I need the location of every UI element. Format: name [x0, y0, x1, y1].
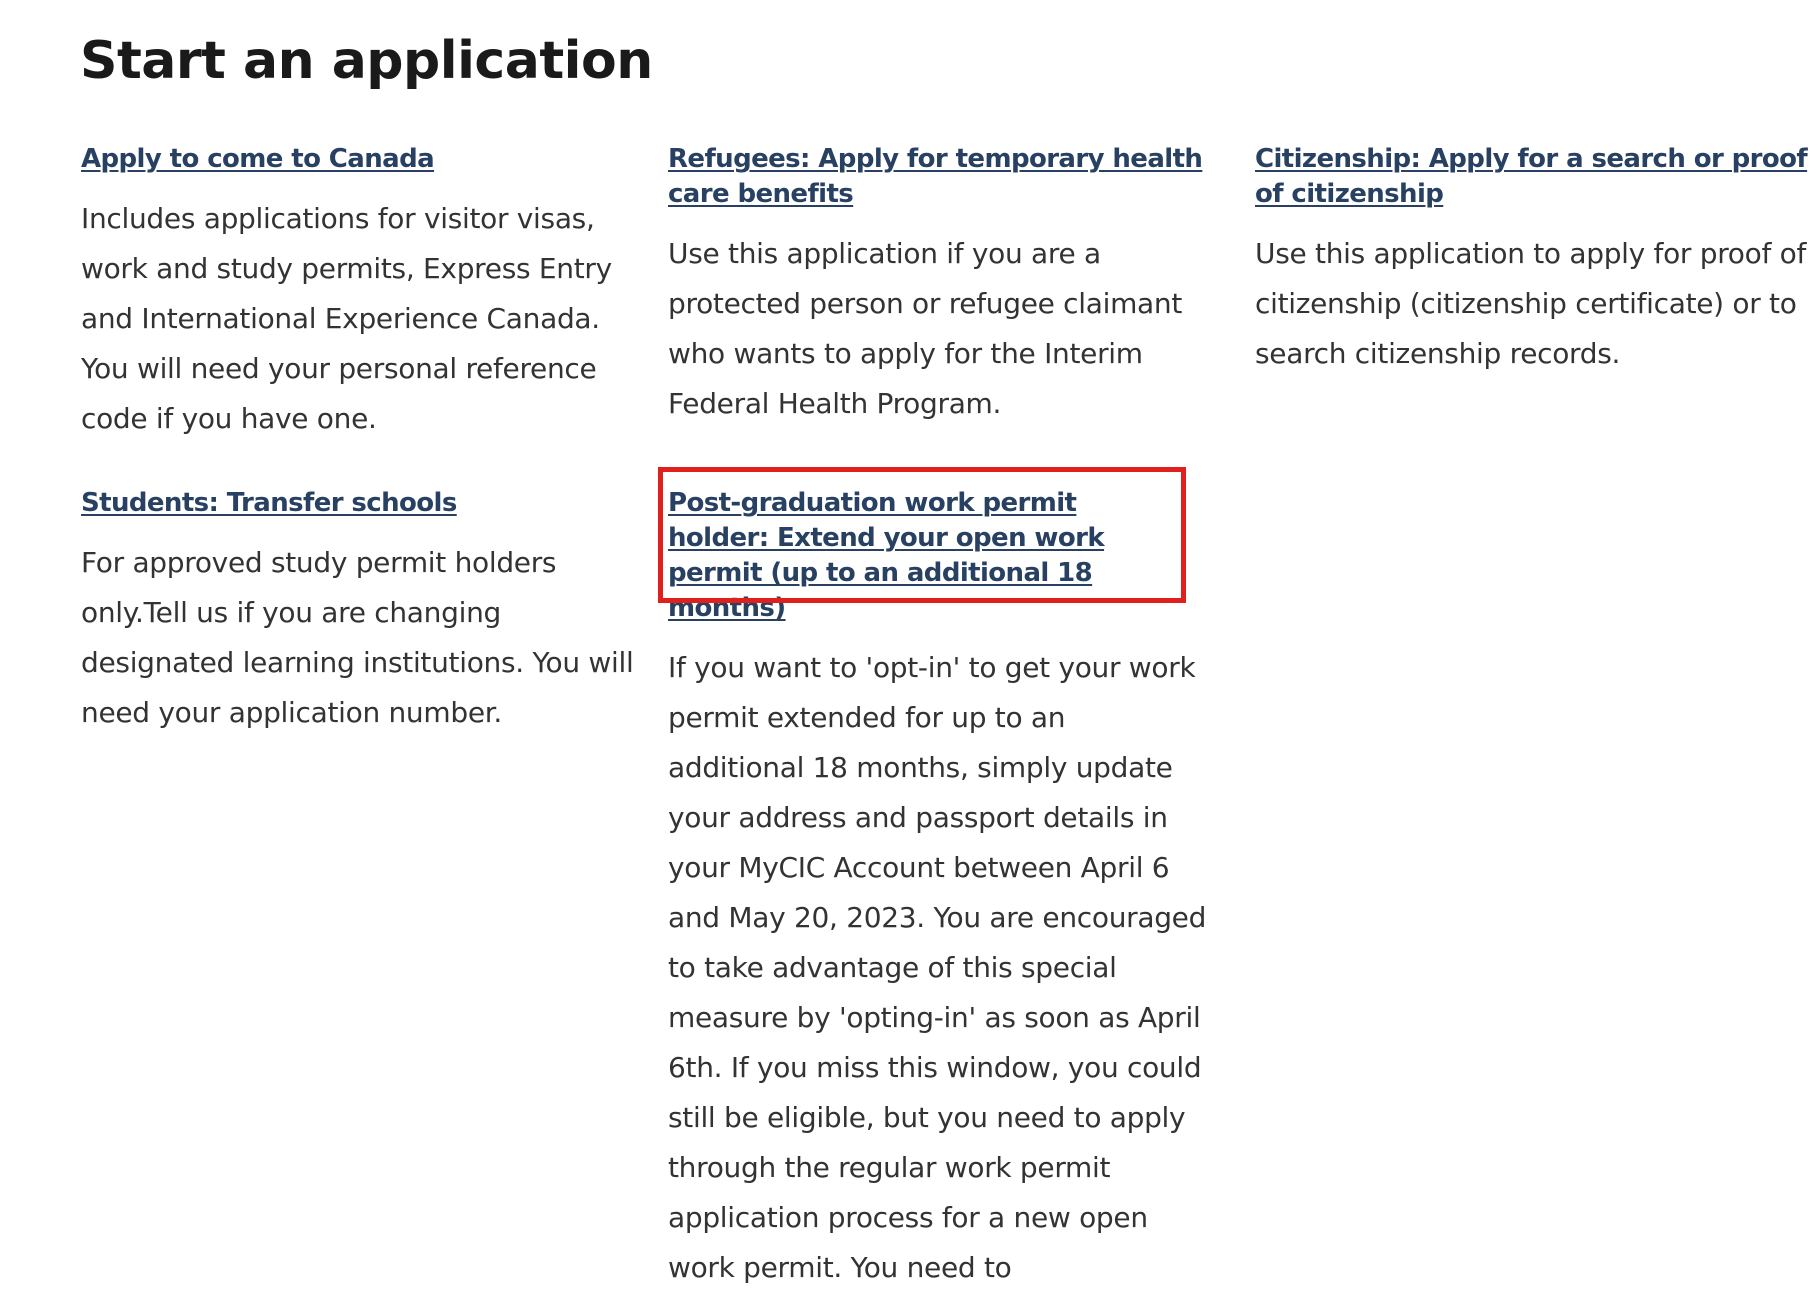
card-citizenship-proof: [1255, 142, 1810, 379]
pgwp-extension-link[interactable]: Post-graduation work permit holder: Extend your open work permit (up to an additional 18 months): [668, 488, 1105, 623]
card-apply-to-come-to-canada: [81, 142, 636, 444]
highlight-annotation-box: [658, 467, 1186, 603]
students-transfer-schools-description: For approved study permit holders only.Tell us if you are changing designated learning institutions. You will need your application number.: [81, 546, 634, 729]
card-refugees-health-benefits: [668, 142, 1223, 429]
page-title: Start an application: [80, 31, 653, 91]
refugees-health-benefits-description: Use this application if you are a protected person or refugee claimant who wants to apply for the Interim Federal Health Program.: [668, 237, 1183, 420]
apply-to-come-to-canada-link[interactable]: Apply to come to Canada: [81, 144, 435, 174]
card-pgwp-extension: [668, 486, 1208, 1293]
refugees-health-benefits-link[interactable]: Refugees: Apply for temporary health care benefits: [668, 144, 1203, 209]
citizenship-proof-link[interactable]: Citizenship: Apply for a search or proof of citizenship: [1255, 144, 1808, 209]
citizenship-proof-description: Use this application to apply for proof of citizenship (citizenship certificate) or to search citizenship records.: [1255, 237, 1806, 370]
card-students-transfer-schools: [81, 486, 636, 738]
apply-to-come-to-canada-description: Includes applications for visitor visas, work and study permits, Express Entry and International Experience Canada. You will need your personal reference code if you have one.: [81, 202, 612, 435]
students-transfer-schools-link[interactable]: Students: Transfer schools: [81, 488, 457, 518]
pgwp-extension-description: If you want to 'opt-in' to get your work permit extended for up to an additional 18 months, simply update your address and passport details in your MyCIC Account between April 6 and May 20, 2023. You are encouraged to take advantage of this special measure by 'opting-in' as soon as April 6th. If you miss this window, you could still be eligible, but you need to apply through the regular work permit application process for a new open work permit. You need to: [668, 651, 1207, 1284]
